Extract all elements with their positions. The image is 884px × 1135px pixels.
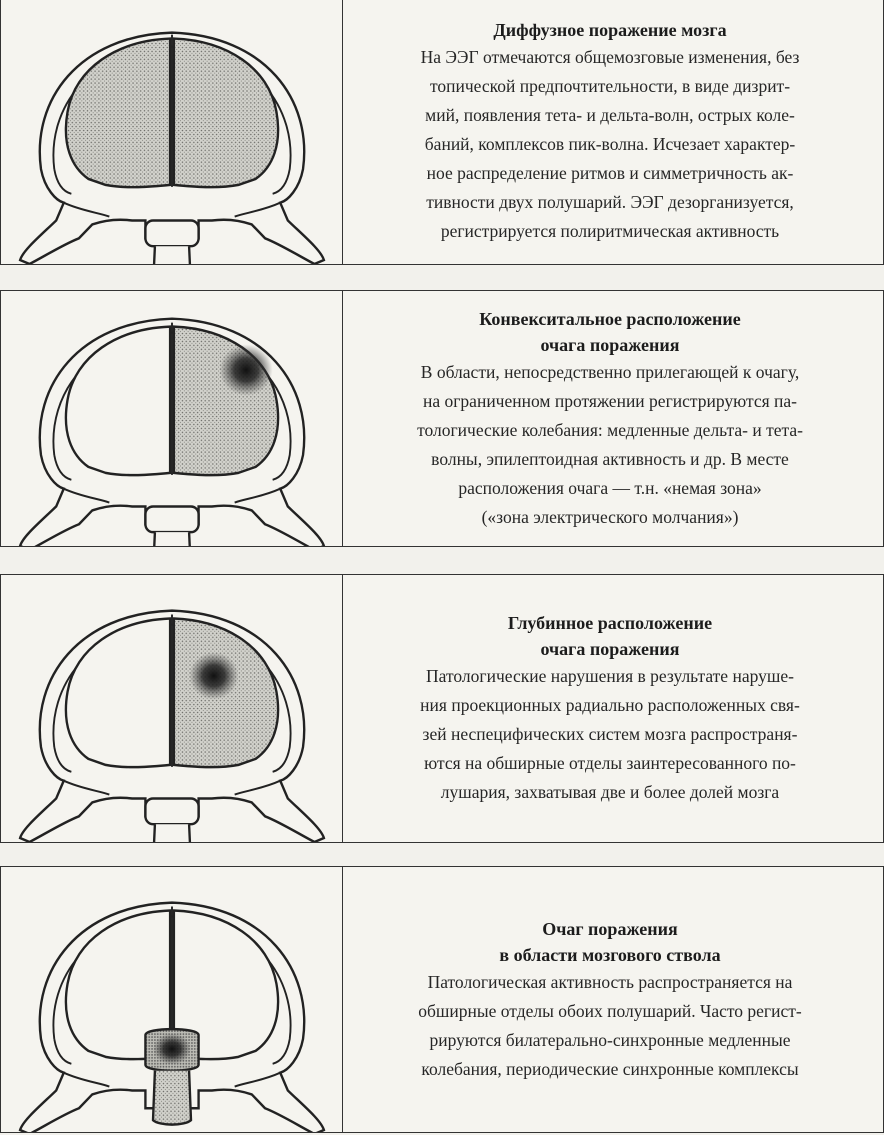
brain-deep-illustration	[3, 575, 341, 842]
body-line: мий, появления тета- и дельта-волн, острых коле-	[425, 105, 795, 125]
panel-text	[345, 291, 875, 546]
panel-text	[345, 867, 875, 1132]
title-line: в области мозгового ствола	[499, 944, 721, 965]
body-line: Патологическая активность распространяется на	[427, 971, 793, 992]
panel-brainstem-lesion	[0, 866, 884, 1133]
body-line: обширные отделы обоих полушарий. Часто регист-	[418, 1000, 802, 1021]
body-line: на ограниченном протяжении регистрируются па-	[423, 390, 797, 411]
title-line: Конвекситальное расположение	[479, 308, 741, 329]
body-line: ное распределение ритмов и симметричность ак-	[426, 163, 794, 183]
body-line: Патологические нарушения в результате наруше-	[426, 666, 794, 686]
panel-text	[345, 0, 875, 264]
body-line: расположения очага — т.н. «немая зона»	[458, 477, 762, 498]
body-line: тивности двух полушарий. ЭЭГ дезорганизуется,	[426, 192, 794, 212]
title-line: Очаг поражения	[542, 918, 678, 939]
brain-diffuse-illustration	[3, 0, 341, 264]
body-line: зей неспецифических систем мозга распространя-	[422, 724, 798, 744]
brain-convexital-illustration	[3, 291, 341, 546]
title-line: очага поражения	[540, 334, 680, 355]
body-line: топической предпочтительности, в виде дизрит-	[429, 76, 791, 96]
title-line: Глубинное расположение	[507, 613, 713, 633]
body-line: регистрируется полиритмическая активность	[440, 221, 780, 241]
body-line: ются на обширные отделы заинтересованного по-	[424, 753, 796, 773]
panel-body	[421, 43, 800, 246]
body-line: («зона электрического молчания»)	[481, 506, 739, 527]
body-line: рируются билатерально-синхронные медленные	[429, 1029, 791, 1050]
panel-title	[499, 916, 720, 968]
panel-title	[508, 610, 712, 662]
title-line: Диффузное поражение мозга	[493, 20, 727, 40]
body-line: лушария, захватывая две и более долей мозга	[440, 782, 780, 802]
panel-title	[493, 17, 726, 43]
body-line: колебания, периодические синхронные комплексы	[421, 1058, 799, 1079]
panel-body	[417, 358, 803, 532]
column-divider	[342, 867, 343, 1132]
panel-deep-lesion	[0, 574, 884, 843]
body-line: тологические колебания: медленные дельта- и тета-	[417, 419, 803, 440]
column-divider	[342, 291, 343, 546]
panel-diffuse-lesion	[0, 0, 884, 265]
body-line: волны, эпилептоидная активность и др. В месте	[431, 448, 789, 469]
panel-body	[418, 968, 801, 1084]
body-line: В области, непосредственно прилегающей к очагу,	[420, 361, 800, 382]
column-divider	[342, 575, 343, 842]
body-line: На ЭЭГ отмечаются общемозговые изменения, без	[420, 47, 800, 67]
column-divider	[342, 0, 343, 264]
title-line: очага поражения	[540, 639, 680, 659]
panel-body	[420, 662, 800, 807]
panel-convexital-lesion	[0, 290, 884, 547]
body-line: ния проекционных радиально расположенных свя-	[420, 695, 800, 715]
brain-brainstem-illustration	[3, 867, 341, 1132]
panel-text	[345, 575, 875, 842]
panel-title	[479, 306, 741, 358]
body-line: баний, комплексов пик-волна. Исчезает характер-	[424, 134, 796, 154]
